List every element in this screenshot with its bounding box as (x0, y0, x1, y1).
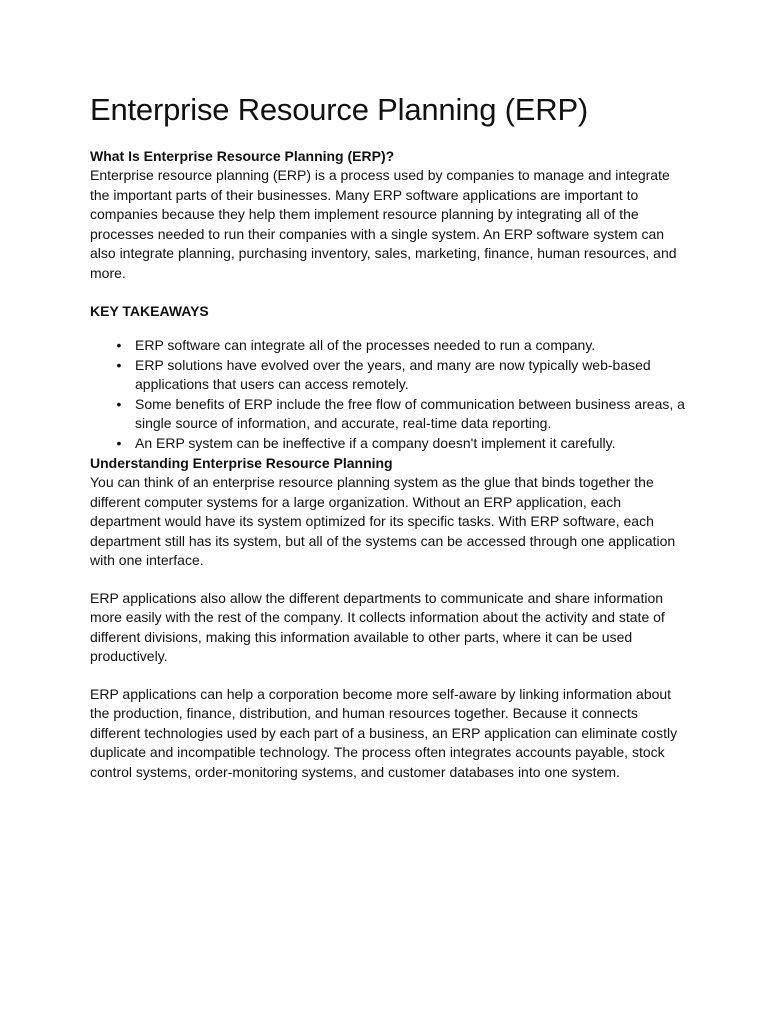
list-item (116, 336, 690, 356)
key-takeaways (90, 301, 690, 453)
section-heading-understanding-erp: Understanding Enterprise Resource Planning (90, 455, 393, 471)
paragraph: ERP applications also allow the different departments to communicate and share information more easily with the rest of the company. It collects information about the activity and state of different divisions, making this information available to other parts, where it can be used productively. (90, 589, 665, 664)
spacer (90, 321, 690, 336)
bullet-icon: • (116, 337, 122, 353)
list-item (116, 356, 690, 395)
list-item-text: ERP software can integrate all of the processes needed to run a company. (135, 337, 596, 353)
bullet-icon: • (116, 434, 122, 451)
bullet-icon: • (116, 356, 122, 373)
list-item-text: ERP solutions have evolved over the years, and many are now typically web-based applications that users can access remotely. (135, 356, 651, 392)
key-takeaways-list (90, 336, 690, 453)
document-title: Enterprise Resource Planning (ERP) (90, 92, 589, 127)
list-item-text: Some benefits of ERP include the free flow of communication between business areas, a single source of information, and accurate, real-time data reporting. (135, 395, 685, 431)
section-understanding-erp (90, 453, 690, 782)
list-item-text: An ERP system can be ineffective if a company doesn't implement it carefully. (135, 434, 616, 451)
spacer (90, 667, 690, 685)
paragraph: You can think of an enterprise resource planning system as the glue that binds together the different computer systems for a large organization. Without an ERP application, each department would have its system optimized for its specific tasks. With ERP software, each department still has its system, but all of the systems can be accessed through one application with one interface. (90, 474, 676, 568)
paragraph: ERP applications can help a corporation become more self-aware by linking information about the production, finance, distribution, and human resources together. Because it connects different technologies used by each part of a business, an ERP application can eliminate costly duplicate and incompatible technology. The process often integrates accounts payable, stock control systems, order-monitoring systems, and customer databases into one system. (90, 685, 678, 780)
list-item (116, 434, 690, 454)
spacer (90, 283, 690, 301)
spacer (90, 571, 690, 589)
key-takeaways-heading: KEY TAKEAWAYS (90, 303, 209, 319)
section-heading-what-is-erp: What Is Enterprise Resource Planning (ERP)? (90, 148, 395, 164)
section-what-is-erp (90, 146, 690, 283)
section-body-what-is-erp: Enterprise resource planning (ERP) is a process used by companies to manage and integrate the important parts of their businesses. Many ERP software applications are important to companies because they help them implement resource planning by integrating all of the processes needed to run their companies with a single system. An ERP software system can also integrate planning, purchasing inventory, sales, marketing, finance, human resources, and more. (90, 167, 677, 281)
bullet-icon: • (116, 395, 122, 412)
list-item (116, 395, 690, 434)
document-page (90, 90, 690, 782)
